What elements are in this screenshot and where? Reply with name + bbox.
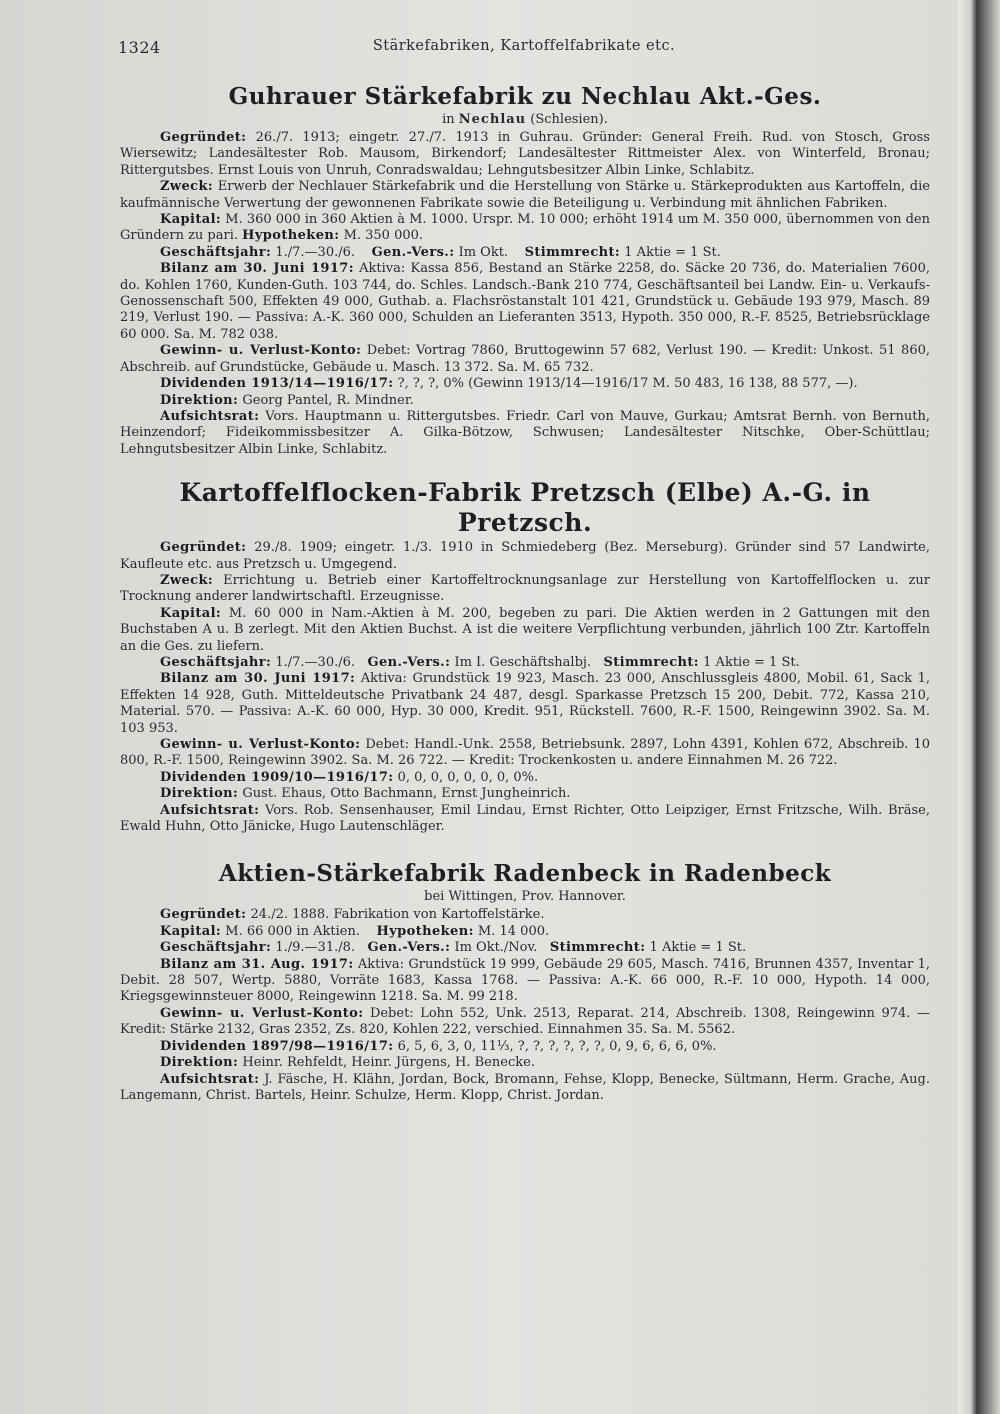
entry-text: J. Fäsche, H. Klähn, Jordan, Bock, Bromann, Fehse, Klopp, Benecke, Sültmann, Herm. Grache, Aug. Langemann, Christ. Bartels, Heinr. Schulze, Herm. Klopp, Christ. Jordan. <box>120 1071 930 1103</box>
entry-text: M. 60 000 in Nam.-Aktien à M. 200, begeben zu pari. Die Aktien werden in 2 Gattungen mit den Buchstaben A u. B zerlegt. Mit den Aktien Buchst. A ist die weitere Verpflichtung verbunden, jährlich 100 Ztr. Kartoffeln an die Ges. zu liefern. <box>120 605 930 654</box>
entry-balance <box>120 261 930 343</box>
entry-dividends <box>120 376 930 392</box>
entry-text: Errichtung u. Betrieb einer Kartoffeltrocknungsanlage zur Herstellung von Kartoffelflocken u. zur Trocknung anderer landwirtschaftl. Erzeugnisse. <box>120 572 930 605</box>
entry-label-voting: Stimmrecht: <box>549 940 646 956</box>
page-body <box>120 82 930 1104</box>
entry-label: Gewinn- u. Verlust-Konto: <box>160 343 362 359</box>
entry-label: Zweck: <box>160 179 214 195</box>
entry-text: Aktiva: Kassa 856, Bestand an Stärke 2258, do. Säcke 20 736, do. Materialien 7600, do. Kohlen 1760, Kunden-Guth. 103 744, do. Schles. Landsch.-Bank 210 774, Geschäftsanteil bei Landw. Ein- u. Verkaufs-Genossenschaft 500, Effekten 49 000, Guthab. a. Flachsröstanstalt 101 421, Grundstück u. Gebäude 193 979, Masch. 89 219, Verlust 190. — Passiva: A.-K. 360 000, Schulden an Lieferanten 3513, Hypoth. 350 000, R.-F. 8525, Betriebsrücklage 60 000. Sa. M. 782 038. <box>120 261 930 342</box>
entry-text: 0, 0, 0, 0, 0, 0, 0, 0%. <box>397 769 539 785</box>
entry-label-meeting: Gen.-Vers.: <box>371 244 455 260</box>
entry-fiscal-year <box>120 940 930 956</box>
entry-text-mortgage: M. 350 000. <box>343 228 424 244</box>
entry-capital <box>120 212 930 245</box>
entry-dividends <box>120 770 930 786</box>
entry-text: Heinr. Rehfeldt, Heinr. Jürgens, H. Benecke. <box>242 1055 535 1071</box>
entry-founded <box>120 907 930 923</box>
entry-label: Bilanz am 31. Aug. 1917: <box>160 956 354 972</box>
entry-text-meeting: Im I. Geschäftshalbj. <box>454 654 592 670</box>
entry-balance <box>120 671 930 737</box>
entry-label: Geschäftsjahr: <box>160 244 272 260</box>
entry-text: ?, ?, ?, 0% (Gewinn 1913/14—1916/17 M. 50 483, 16 138, 88 577, —). <box>397 376 858 392</box>
entry-text-mortgage: M. 14 000. <box>477 923 550 939</box>
entry-management <box>120 786 930 802</box>
entry-label: Gegründet: <box>160 130 247 145</box>
entry-label: Geschäftsjahr: <box>160 654 272 670</box>
entry-founded <box>120 540 930 573</box>
entry-balance <box>120 957 930 1006</box>
entry-label: Direktion: <box>160 392 239 408</box>
company-title: Guhrauer Stärkefabrik zu Nechlau Akt.-Ges. <box>228 83 822 110</box>
entry-label: Dividenden 1913/14—1916/17: <box>160 376 394 392</box>
running-title: Stärkefabriken, Kartoffelfabrikate etc. <box>372 38 676 54</box>
entry-label-meeting: Gen.-Vers.: <box>367 654 451 670</box>
entry-text-meeting: Im Okt./Nov. <box>454 940 538 956</box>
entry-text: Debet: Lohn 552, Unk. 2513, Reparat. 214, Abschreib. 1308, Reingewinn 974. — Kredit: Stärke 2132, Gras 2352, Zs. 820, Kohlen 222, verschied. Einnahmen 35. Sa. M. 5562. <box>120 1005 930 1038</box>
entry-capital <box>120 924 930 940</box>
entry-supervisory-board <box>120 803 930 836</box>
entry-text: M. 360 000 in 360 Aktien à M. 1000. Urspr. M. 10 000; erhöht 1914 um M. 350 000, übernommen von den Gründern zu pari. <box>120 212 930 244</box>
entry-fiscal-year <box>120 245 930 261</box>
entry-label: Geschäftsjahr: <box>160 940 272 956</box>
entry-text: M. 66 000 in Aktien. <box>225 923 360 939</box>
company-location <box>120 112 930 128</box>
entry-label: Kapital: <box>160 212 222 228</box>
entry-text-meeting: Im Okt. <box>458 244 509 260</box>
entry-text: Vors. Rob. Sensenhauser, Emil Lindau, Ernst Richter, Otto Leipziger, Ernst Fritzsche, Wilh. Bräse, Ewald Huhn, Otto Jänicke, Hugo Lautenschläger. <box>120 802 930 835</box>
entry-text: Aktiva: Grundstück 19 923, Masch. 23 000, Anschlussgleis 4800, Mobil. 61, Sack 1, Effekten 14 928, Guth. Mitteldeutsche Privatbank 24 487, desgl. Sparkasse Pretzsch 15 200, Debit. 772, Kassa 210, Material. 570. — Passiva: A.-K. 60 000, Hyp. 30 000, Kredit. 951, Rückstell. 7600, R.-F. 1500, Reingewinn 3902. Sa. M. 103 953. <box>120 671 930 736</box>
entry-label-mortgage: Hypotheken: <box>376 923 474 939</box>
page-header <box>118 38 930 62</box>
entry-fiscal-year <box>120 655 930 671</box>
company-location: bei Wittingen, Prov. Hannover. <box>424 889 626 905</box>
entry-text: 1./9.—31./8. <box>275 940 356 956</box>
entry-purpose <box>120 573 930 606</box>
entry-label: Gewinn- u. Verlust-Konto: <box>160 737 361 752</box>
entry-supervisory-board <box>120 409 930 458</box>
entry-text: Gust. Ehaus, Otto Bachmann, Ernst Jungheinrich. <box>242 786 571 802</box>
entry-label: Zweck: <box>160 572 214 588</box>
entry-management <box>120 393 930 409</box>
entry-label-meeting: Gen.-Vers.: <box>367 940 451 956</box>
entry-label-mortgage: Hypotheken: <box>242 228 340 244</box>
entry-label-voting: Stimmrecht: <box>603 654 700 670</box>
entry-profit-loss <box>120 1006 930 1039</box>
location-prefix: in <box>442 112 455 127</box>
entry-label: Aufsichtsrat: <box>160 802 260 818</box>
entry-label: Kapital: <box>160 923 222 939</box>
entry-text: 1./7.—30./6. <box>275 654 356 670</box>
entry-management <box>120 1055 930 1071</box>
entry-label: Bilanz am 30. Juni 1917: <box>160 261 354 277</box>
entry-label: Gegründet: <box>160 907 247 923</box>
entry-label-voting: Stimmrecht: <box>524 244 621 260</box>
location-suffix: (Schlesien). <box>530 112 608 127</box>
entry-text: Georg Pantel, R. Mindner. <box>242 392 414 408</box>
entry-label: Direktion: <box>160 786 239 802</box>
location-name: Nechlau <box>458 112 527 127</box>
entry-text: 26./7. 1913; eingetr. 27./7. 1913 in Guhrau. Gründer: General Freih. Rud. von Stosch, Gross Wiersewitz; Landesältester Rob. Mausom, Birkendorf; Landesältester Rittmeister Alex. von Winterfeld, Bronau; Rittergutsbes. Ernst Louis von Unruh, Conradswaldau; Lehngutsbesitzer Albin Linke, Schlabitz. <box>120 130 930 178</box>
entry-founded <box>120 130 930 179</box>
page-binding-edge <box>958 0 1000 1414</box>
entry-text: 29./8. 1909; eingetr. 1./3. 1910 in Schmiedeberg (Bez. Merseburg). Gründer sind 57 Landwirte, Kaufleute etc. aus Pretzsch u. Umgegend. <box>120 540 930 572</box>
entry-text: Erwerb der Nechlauer Stärkefabrik und die Herstellung von Stärke u. Stärkeprodukten aus Kartoffeln, die kaufmännische Verwertung der gewonnenen Fabrikate sowie die Beteiligung u. Verbindung mit ähnlichen Fabriken. <box>120 179 930 211</box>
entry-text-voting: 1 Aktie = 1 St. <box>703 654 800 670</box>
entry-label: Kapital: <box>160 605 222 621</box>
company-title: Aktien-Stärkefabrik Radenbeck in Radenbeck <box>218 860 832 888</box>
entry-text: 6, 5, 6, 3, 0, 11⅓, ?, ?, ?, ?, ?, ?, 0, 9, 6, 6, 6, 0%. <box>397 1038 717 1054</box>
entry-text: Aktiva: Grundstück 19 999, Gebäude 29 605, Masch. 7416, Brunnen 4357, Inventar 1, Debit. 28 507, Wertp. 5880, Vorräte 1683, Kassa 1768. — Passiva: A.-K. 66 000, R.-F. 10 000, Hypoth. 14 000, Kriegsgewinnsteuer 8000, Reingewinn 1218. Sa. M. 99 218. <box>120 956 930 1005</box>
entry-profit-loss <box>120 343 930 376</box>
entry-text-voting: 1 Aktie = 1 St. <box>649 940 747 956</box>
company-section <box>120 82 930 458</box>
company-title: Kartoffelflocken-Fabrik Pretzsch (Elbe) A.-G. in Pretzsch. <box>179 478 871 538</box>
entry-label: Aufsichtsrat: <box>160 408 260 424</box>
entry-supervisory-board <box>120 1072 930 1105</box>
entry-label: Dividenden 1897/98—1916/17: <box>160 1038 394 1054</box>
entry-label: Gewinn- u. Verlust-Konto: <box>160 1005 364 1021</box>
entry-profit-loss <box>120 737 930 770</box>
company-section <box>120 478 930 835</box>
entry-text-voting: 1 Aktie = 1 St. <box>624 244 721 260</box>
entry-text: Vors. Hauptmann u. Rittergutsbes. Friedr. Carl von Mauve, Gurkau; Amtsrat Bernh. von Bernuth, Heinzendorf; Fideikommissbesitzer A. Gilka-Bötzow, Schwusen; Landesältester Nitschke, Ober-Schüttlau; Lehngutsbesitzer Albin Linke, Schlabitz. <box>120 408 930 457</box>
entry-label: Bilanz am 30. Juni 1917: <box>160 671 356 687</box>
entry-label: Direktion: <box>160 1055 239 1071</box>
entry-capital <box>120 606 930 655</box>
entry-text: Debet: Handl.-Unk. 2558, Betriebsunk. 2897, Lohn 4391, Kohlen 672, Abschreib. 10 800, R.-F. 1500, Reingewinn 3902. Sa. M. 26 722. — Kredit: Trockenkosten u. andere Einnahmen M. 26 722. <box>120 737 930 769</box>
entry-purpose <box>120 179 930 212</box>
entry-dividends <box>120 1039 930 1055</box>
entry-label: Dividenden 1909/10—1916/17: <box>160 769 394 785</box>
entry-text: 24./2. 1888. Fabrikation von Kartoffelstärke. <box>250 907 545 923</box>
company-section <box>120 859 930 1104</box>
entry-text: Debet: Vortrag 7860, Bruttogewinn 57 682, Verlust 190. — Kredit: Unkost. 51 860, Abschreib. auf Grundstücke, Gebäude u. Masch. 13 372. Sa. M. 65 732. <box>120 343 930 375</box>
page-number: 1324 <box>118 38 161 57</box>
entry-label: Gegründet: <box>160 540 247 556</box>
entry-text: 1./7.—30./6. <box>275 244 356 260</box>
entry-label: Aufsichtsrat: <box>160 1071 260 1087</box>
